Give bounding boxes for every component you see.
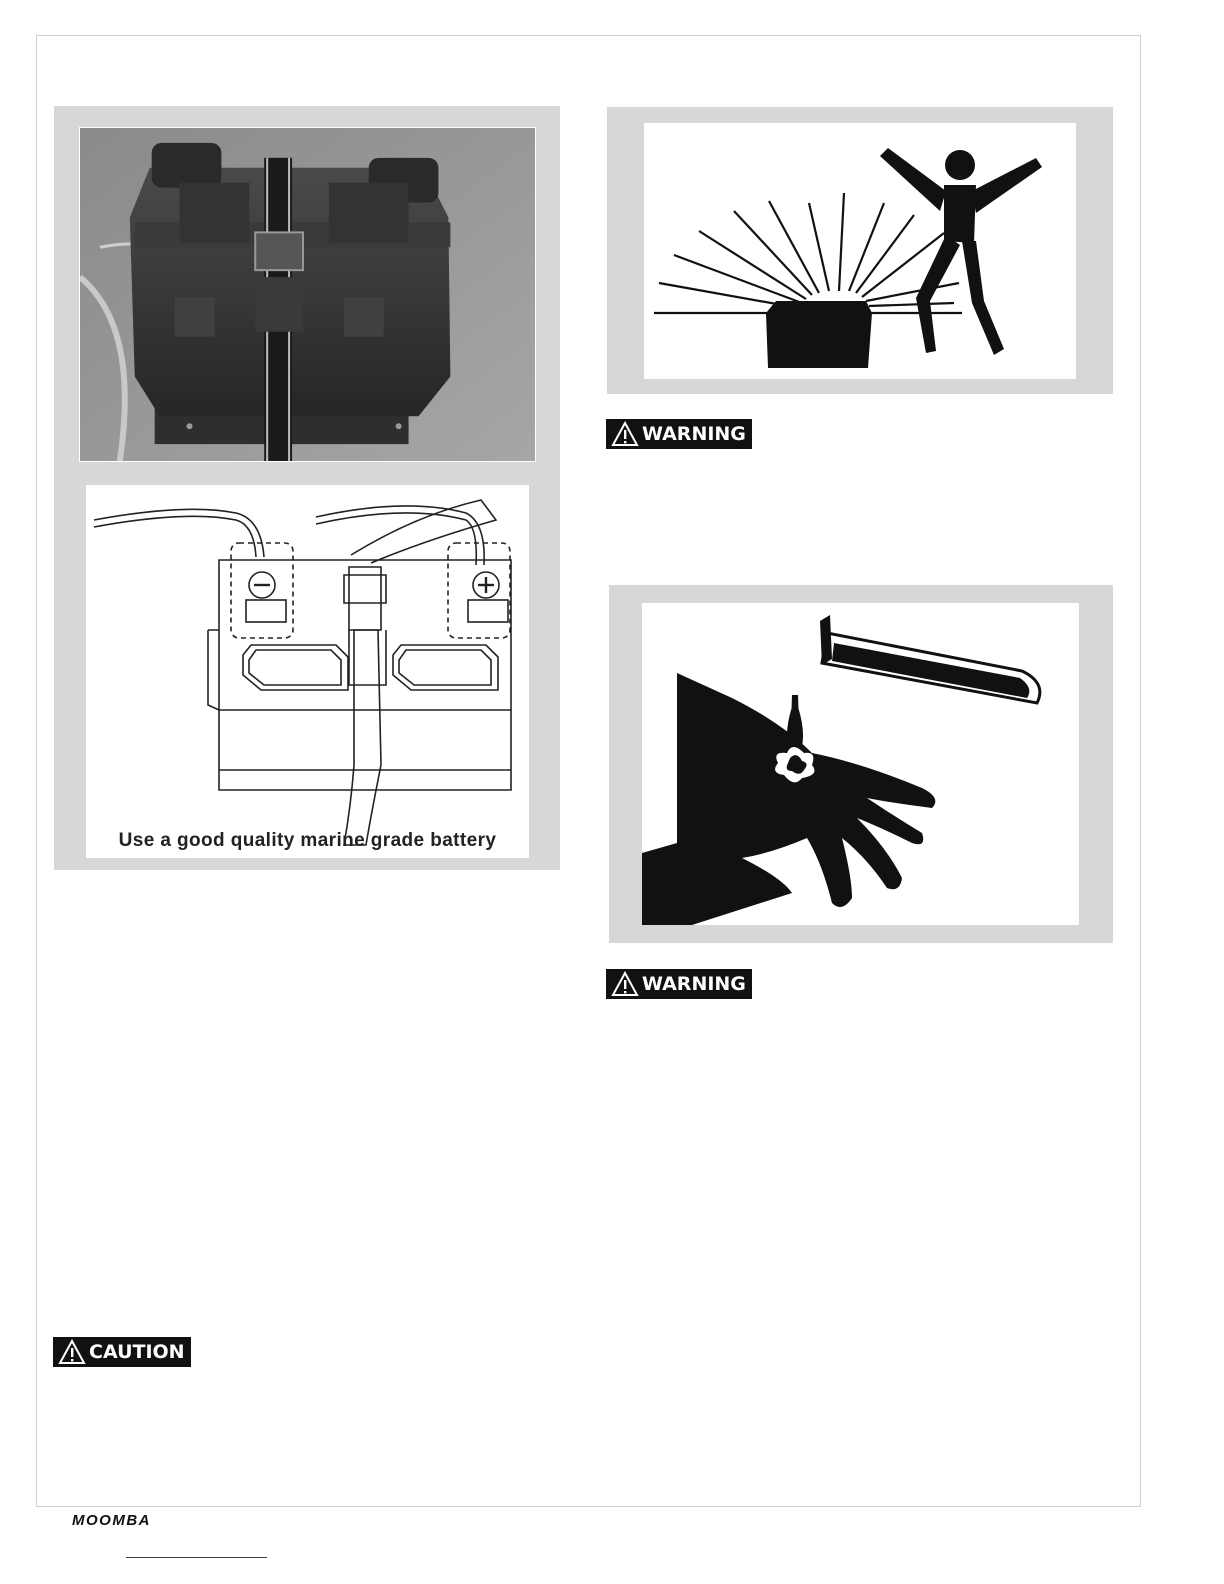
caution-label: CAUTION: [89, 1341, 185, 1363]
warning-triangle-icon: [610, 970, 640, 998]
warning-badge-2: [606, 969, 752, 999]
explosion-pictogram: [644, 123, 1076, 379]
acid-burn-pictogram: [642, 603, 1079, 925]
warning-label-2: WARNING: [642, 973, 746, 995]
explosion-figure-panel: [607, 107, 1113, 394]
footer-link-underline[interactable]: [126, 1557, 267, 1558]
warning-triangle-icon: [610, 420, 640, 448]
battery-diagram: [86, 485, 529, 858]
battery-figure-panel: [54, 106, 560, 870]
battery-diagram-caption: Use a good quality marine grade battery: [118, 830, 497, 851]
acid-figure-panel: [609, 585, 1113, 943]
warning-label: WARNING: [642, 423, 746, 445]
battery-box-photo: [79, 127, 536, 462]
svg-text:MOOMBA: MOOMBA: [72, 1512, 151, 1529]
warning-badge: [606, 419, 752, 449]
moomba-logo: [72, 1510, 204, 1530]
caution-triangle-icon: [57, 1338, 87, 1366]
caution-badge: [53, 1337, 191, 1367]
